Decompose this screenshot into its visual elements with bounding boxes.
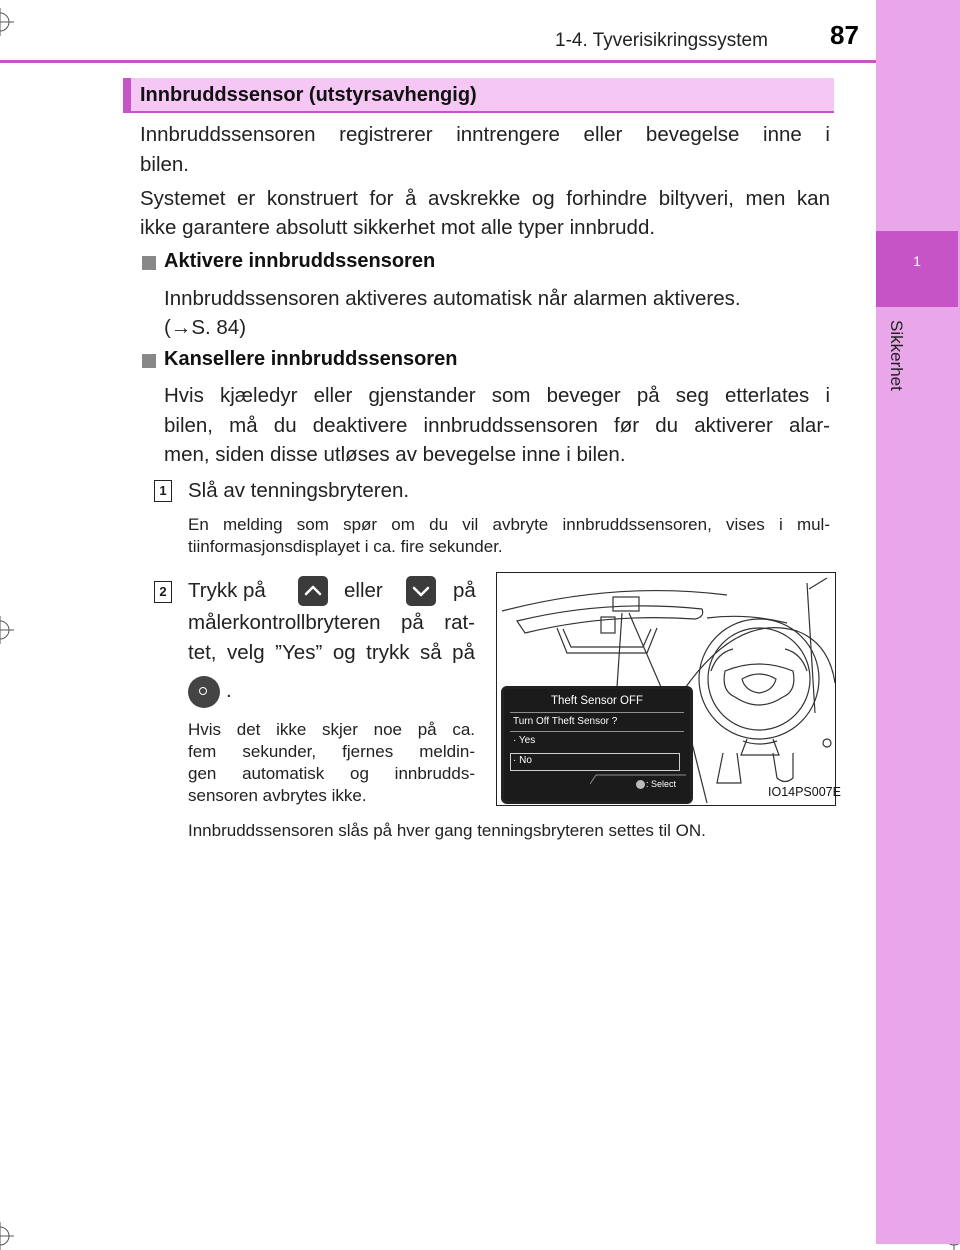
chapter-side-tab xyxy=(876,0,960,1244)
cancel-text-line-2: bilen, må du deaktivere innbruddssensoren før du aktiverer alar- xyxy=(164,414,830,437)
screen-option-no: · No xyxy=(513,755,532,766)
header-rule xyxy=(0,60,876,63)
crop-mark-top-left xyxy=(0,8,14,36)
intro-paragraph-2-line-1: Systemet er konstruert for å avskrekke og forhindre biltyveri, men kan xyxy=(140,187,830,210)
heading-bullet-square xyxy=(142,256,156,270)
step-2-text-line-4: . xyxy=(226,679,232,702)
meter-switch-down-button-icon xyxy=(406,576,436,606)
step-2-text-a: Trykk på xyxy=(188,579,266,602)
step-number-badge: 1 xyxy=(154,480,172,502)
activate-page-reference: (→S. 84) xyxy=(164,316,247,339)
screen-title: Theft Sensor OFF xyxy=(550,695,644,707)
screen-footer-select: : Select xyxy=(646,779,677,789)
step-2-text-line-2: målerkontrollbryteren på rat- xyxy=(188,611,475,634)
step-1-note-line-2: tiinformasjonsdisplayet i ca. fire sekunder. xyxy=(188,537,503,556)
step-2-text-b: eller xyxy=(344,579,383,602)
page-number: 87 xyxy=(830,20,859,50)
meter-switch-up-button-icon xyxy=(298,576,328,606)
step-2-text-c: på xyxy=(453,579,476,602)
step-2-note-line-3: gen automatisk og innbrudds- xyxy=(188,764,475,783)
chapter-number-tab: 1 xyxy=(876,231,958,307)
step-2-note-line-4: sensoren avbrytes ikke. xyxy=(188,786,367,805)
heading-bullet-square xyxy=(142,354,156,368)
running-header-section: 1-4. Tyverisikringssystem xyxy=(555,30,768,51)
activate-text: Innbruddssensoren aktiveres automatisk når alarmen aktiveres. xyxy=(164,287,741,310)
step-2-text-line-3: tet, velg ”Yes” og trykk så på xyxy=(188,641,475,664)
cancel-heading: Kansellere innbruddssensoren xyxy=(164,348,458,370)
step-1-text: Slå av tenningsbryteren. xyxy=(188,479,410,502)
section-title-bar xyxy=(123,78,131,113)
select-button-icon xyxy=(636,780,645,789)
step-2-note-line-1: Hvis det ikke skjer noe på ca. xyxy=(188,720,475,739)
step-number-badge: 2 xyxy=(154,581,172,603)
crop-mark-bottom-left xyxy=(0,1222,14,1250)
cancel-text-line-3: men, siden disse utløses av bevegelse inne i bilen. xyxy=(164,443,626,466)
figure-id: IO14PS007E xyxy=(768,785,841,799)
cancel-text-line-1: Hvis kjæledyr eller gjenstander som beveger på seg etterlates i xyxy=(164,384,830,407)
section-title: Innbruddssensor (utstyrsavhengig) xyxy=(140,84,477,106)
screen-divider xyxy=(510,712,684,713)
step-1-note-line-1: En melding som spør om du vil avbryte innbruddssensoren, vises i mul- xyxy=(188,515,830,534)
screen-divider xyxy=(510,731,684,732)
step-2-note-line-2: fem sekunder, fjernes meldin- xyxy=(188,742,475,761)
intro-paragraph-line-1: Innbruddssensoren registrerer inntrengere eller bevegelse inne i xyxy=(140,123,830,146)
screen-selection-highlight xyxy=(510,753,680,771)
meter-switch-enter-button-icon xyxy=(188,676,220,708)
intro-paragraph-2-line-2: ikke garantere absolutt sikkerhet mot alle typer innbrudd. xyxy=(140,216,656,239)
intro-paragraph-line-2: bilen. xyxy=(140,153,190,176)
multi-information-display-screen xyxy=(501,686,693,804)
crop-mark-mid-left xyxy=(0,616,14,644)
chapter-title: Sikkerhet xyxy=(887,320,906,391)
activate-heading: Aktivere innbruddssensoren xyxy=(164,250,436,272)
screen-question: Turn Off Theft Sensor ? xyxy=(513,716,618,727)
closing-note: Innbruddssensoren slås på hver gang tenningsbryteren settes til ON. xyxy=(188,821,706,840)
screen-option-yes: · Yes xyxy=(513,735,536,746)
